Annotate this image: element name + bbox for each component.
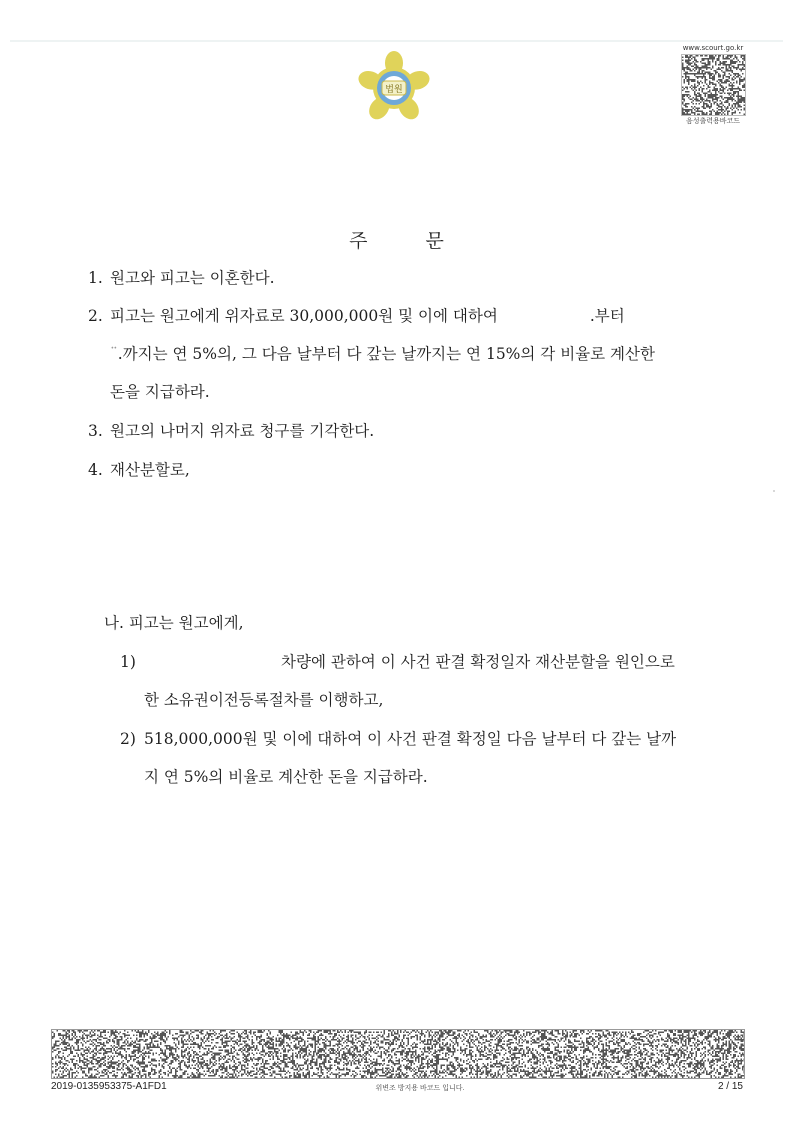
page-number: 2 / 15	[717, 1081, 743, 1092]
sub-item-2-number: 2)	[120, 730, 136, 748]
item-2-line-2	[110, 344, 655, 364]
document-id: 2019-0135953375-A1FD1	[51, 1081, 167, 1092]
item-3-number: 3.	[88, 422, 103, 440]
item-2-text-a: 피고는 원고에게 위자료로 30,000,000원 및 이에 대하여	[110, 307, 498, 325]
item-2-text-c: 돈을 지급하라.	[110, 383, 210, 401]
item-4-text: 재산분할로,	[110, 461, 190, 479]
title-char-1: 주	[349, 230, 368, 252]
item-2-text-a-end: .부터	[589, 307, 625, 325]
emblem-label: 법원	[385, 85, 403, 95]
qr-caption-top: www.scourt.go.kr	[682, 44, 744, 52]
item-3	[88, 421, 374, 441]
barcode-note: 위변조 방지용 바코드 입니다.	[375, 1085, 465, 1092]
sub-item-1-line-1	[120, 652, 675, 672]
title-char-2: 문	[425, 230, 444, 252]
anti-forgery-barcode	[51, 1029, 745, 1079]
voice-output-barcode	[681, 54, 746, 116]
court-emblem	[356, 50, 432, 122]
sub-item-1-number: 1)	[120, 653, 136, 671]
item-4	[88, 460, 190, 480]
item-2-line-1	[88, 306, 625, 326]
sub-item-na	[104, 613, 244, 633]
sub-item-2-line-1	[120, 729, 676, 749]
scan-speck	[773, 490, 775, 492]
sub-item-na-label: 나. 피고는 원고에게,	[104, 614, 244, 632]
top-rule	[10, 40, 783, 42]
sub-item-1-text-b: 한 소유권이전등록절차를 이행하고,	[144, 691, 384, 709]
item-4-number: 4.	[88, 461, 103, 479]
item-1	[88, 268, 275, 288]
sub-item-2-text-b: 지 연 5%의 비율로 계산한 돈을 지급하라.	[144, 768, 428, 786]
item-2-line-3	[110, 382, 210, 402]
item-2-number: 2.	[88, 307, 103, 325]
qr-caption-bottom: 음성출력용바코드	[685, 117, 741, 125]
item-2-text-b: .까지는 연 5%의, 그 다음 날부터 다 갚는 날까지는 연 15%의 각 비율로 계산한	[117, 345, 655, 363]
sub-item-1-line-2	[144, 690, 383, 710]
sub-item-2-text-a: 518,000,000원 및 이에 대하여 이 사건 판결 확정일 다음 날부터 다 갚는 날까	[144, 730, 677, 748]
sub-item-1-text-a: 차량에 관하여 이 사건 판결 확정일자 재산분할을 원인으로	[281, 653, 675, 671]
item-1-text: 원고와 피고는 이혼한다.	[110, 269, 275, 287]
item-1-number: 1.	[88, 269, 103, 287]
sub-item-2-line-2	[144, 767, 428, 787]
page-title	[0, 226, 793, 253]
redaction-mark: ¨	[110, 345, 118, 363]
item-3-text: 원고의 나머지 위자료 청구를 기각한다.	[110, 422, 375, 440]
